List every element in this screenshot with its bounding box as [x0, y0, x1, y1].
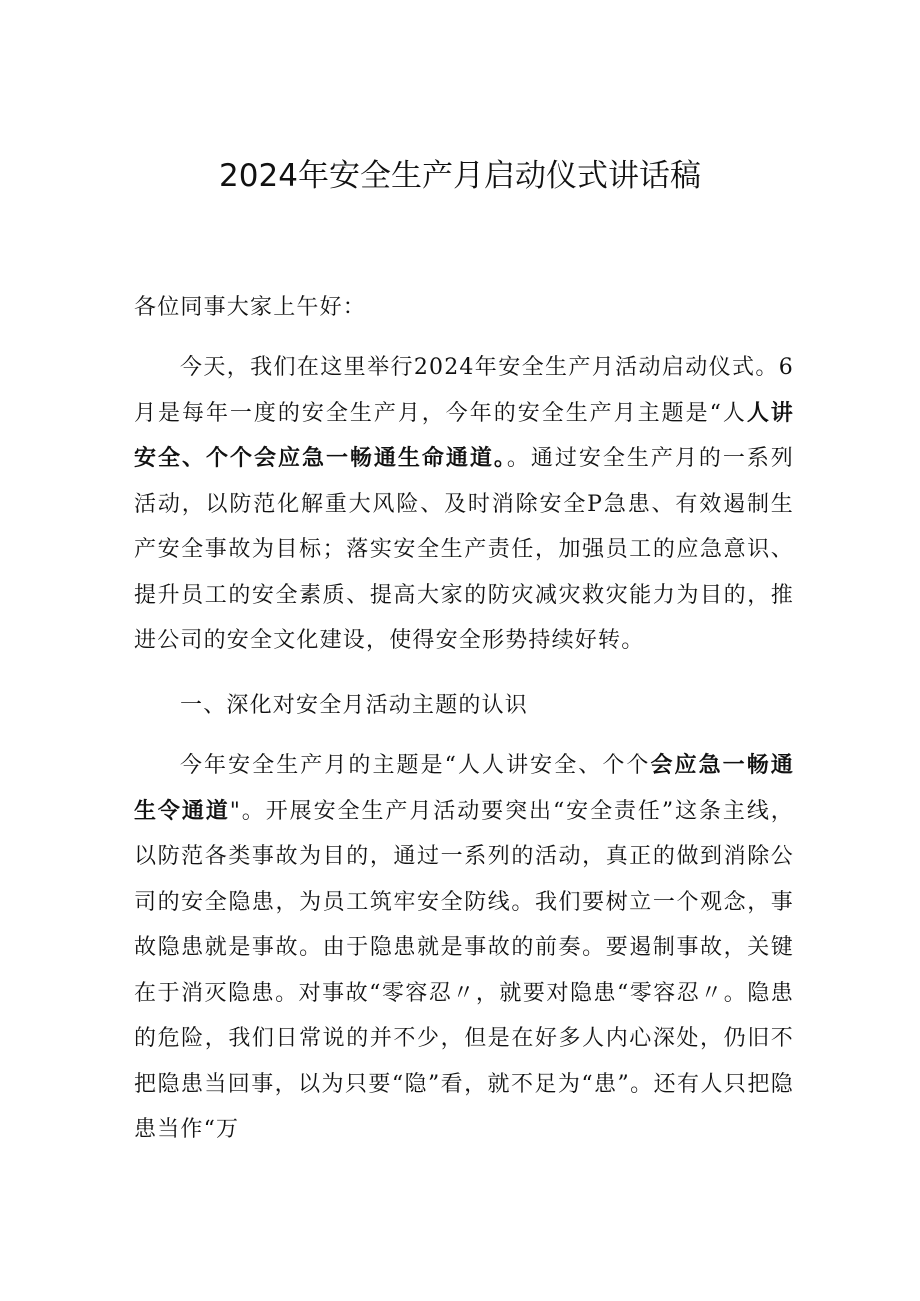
paragraph-theme-text-1: 今年安全生产月的主题是“人人讲安全、个个 — [180, 753, 651, 778]
paragraph-theme-bold: 会应急一畅通生令通道 — [134, 752, 795, 824]
paragraph-intro-bold-theme: 人讲安全、个个会应急一畅通生命通道。 — [134, 399, 794, 471]
paragraph-intro-text-1: 今天，我们在这里举行2024年安全生产月活动启动仪式。6月是每年一度的安全生产月，今年的安全生产月主题是“人 — [134, 355, 794, 426]
paragraph-intro-text-2: 。通过安全生产月的一系列活动，以防范化解重大风险、及时消除安全P急患、有效遏制生产安全事故为目标；落实安全生产责任，加强员工的应急意识、提升员工的安全素质、提高大家的防灾减灾救灾能力为目的，推进公司的安全文化建设，使得安全形势持续好转。 — [134, 446, 795, 653]
paragraph-intro — [134, 345, 794, 664]
section-heading-1: 一、深化对安全月活动主题的认识 — [180, 693, 529, 718]
document-title: 2024年安全生产月启动仪式讲话稿 — [219, 158, 701, 194]
paragraph-theme — [134, 743, 794, 1153]
salutation: 各位同事大家上午好： — [134, 295, 367, 320]
paragraph-theme-text-2: "。开展安全生产月活动要突出“安全责任”这条主线，以防范各类事故为目的，通过一系列的活动，真正的做到消除公司的安全隐患，为员工筑牢安全防线。我们要树立一个观念，事故隐患就是事故。由于隐患就是事故的前奏。要遏制事故，关键在于消灭隐患。对事故“零容忍〃，就要对隐患“零容忍〃。隐患的危险，我们日常说的并不少，但是在好多人内心深处，仍旧不把隐患当回事，以为只要“隐”看，就不足为“患”。还有人只把隐患当作“万 — [134, 798, 794, 1142]
